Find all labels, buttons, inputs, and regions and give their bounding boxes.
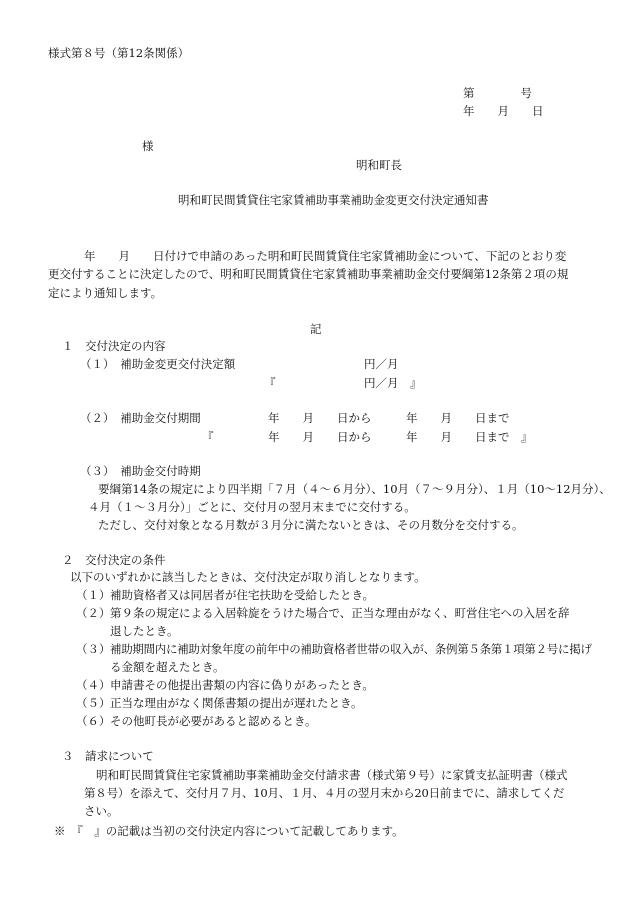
condition-2-text: 第９条の規定による入居斡旋をうけた場合で、正当な理由がなく、町営住宅への入居を辞 [110,606,570,620]
condition-4-number: （４） [76,678,111,692]
condition-2-number: （２） [76,606,111,620]
item-2-period: 年 月 日から 年 月 日まで [268,411,510,425]
condition-3-text-cont: る金額を超えたとき。 [110,660,225,674]
item-3-line-1: 要綱第14条の規定により四半期「７月（４～６月分）、10月（７～９月分）、１月（10～12月分）、 [98,482,611,496]
document-title: 明和町民間賃貸住宅家賃補助事業補助金変更交付決定通知書 [178,193,489,207]
section-3-line-2: 第８号）を添えて、交付月７月、10月、１月、４月の翌月末から20日前までに、請求してくだ [84,786,565,800]
condition-4-text: 申請書その他提出書類の内容に偽りがあったとき。 [110,678,374,692]
intro-line-3: 定により通知します。 [48,286,163,300]
condition-3-number: （３） [76,642,111,656]
item-1-original-open: 『 [264,376,276,390]
item-1-value: 円／月 [364,357,399,371]
item-2-label: （２） 補助金交付期間 [80,411,201,425]
section-3-line-3: さい。 [84,804,119,818]
section-3-heading: ３ 請求について [62,749,154,763]
condition-5-text: 正当な理由がなく関係書類の提出が遅れたとき。 [110,696,363,710]
condition-3-text: 補助期間内に補助対象年度の前年中の補助資格者世帯の収入が、条例第５条第１項第２号に掲げ [110,642,592,656]
item-3-line-2: ４月（１～３月分）」ごとに、交付月の翌月末までに交付する。 [88,500,416,514]
form-number: 様式第８号（第12条関係） [48,46,190,60]
document-date: 年 月 日 [463,104,544,118]
condition-1-text: 補助資格者又は同居者が住宅扶助を受給したとき。 [110,588,375,602]
intro-line-1: 年 月 日付けで申請のあった明和町民間賃貸住宅家賃補助金について、下記のとおり変 [84,249,567,263]
condition-6-number: （６） [76,714,111,728]
section-2-heading: ２ 交付決定の条件 [62,553,166,567]
intro-line-2: 更交付することに決定したので、明和町民間賃貸住宅家賃補助事業補助金交付要綱第12条第２項の規 [48,267,569,281]
item-2-original-period: 年 月 日から 年 月 日まで 』 [268,430,533,444]
ki-marker: 記 [310,322,322,336]
footnote: ※ 『 』の記載は当初の交付決定内容について記載してあります。 [54,824,404,838]
section-2-intro: 以下のいずれかに該当したときは、交付決定が取り消しとなります。 [70,570,426,584]
condition-2-text-cont: 退したとき。 [110,624,179,638]
section-3-line-1: 明和町民間賃貸住宅家賃補助事業補助金交付請求書（様式第９号）に家賃支払証明書（様式 [96,768,568,782]
section-1-heading: １ 交付決定の内容 [62,339,166,353]
item-1-label: （１） 補助金変更交付決定額 [80,357,236,371]
item-3-label: （３） 補助金交付時期 [80,464,201,478]
condition-1-number: （１） [76,588,111,602]
issuer: 明和町長 [356,158,402,172]
condition-6-text: その他町長が必要があると認めるとき。 [110,714,317,728]
item-1-original-value: 円／月 』 [364,376,422,390]
condition-5-number: （５） [76,696,111,710]
document-number: 第 号 [463,86,532,100]
addressee: 様 [142,139,154,153]
item-2-original-open: 『 [202,430,214,444]
item-3-line-3: ただし、交付対象となる月数が３月分に満たないときは、その月数分を交付する。 [98,518,524,532]
